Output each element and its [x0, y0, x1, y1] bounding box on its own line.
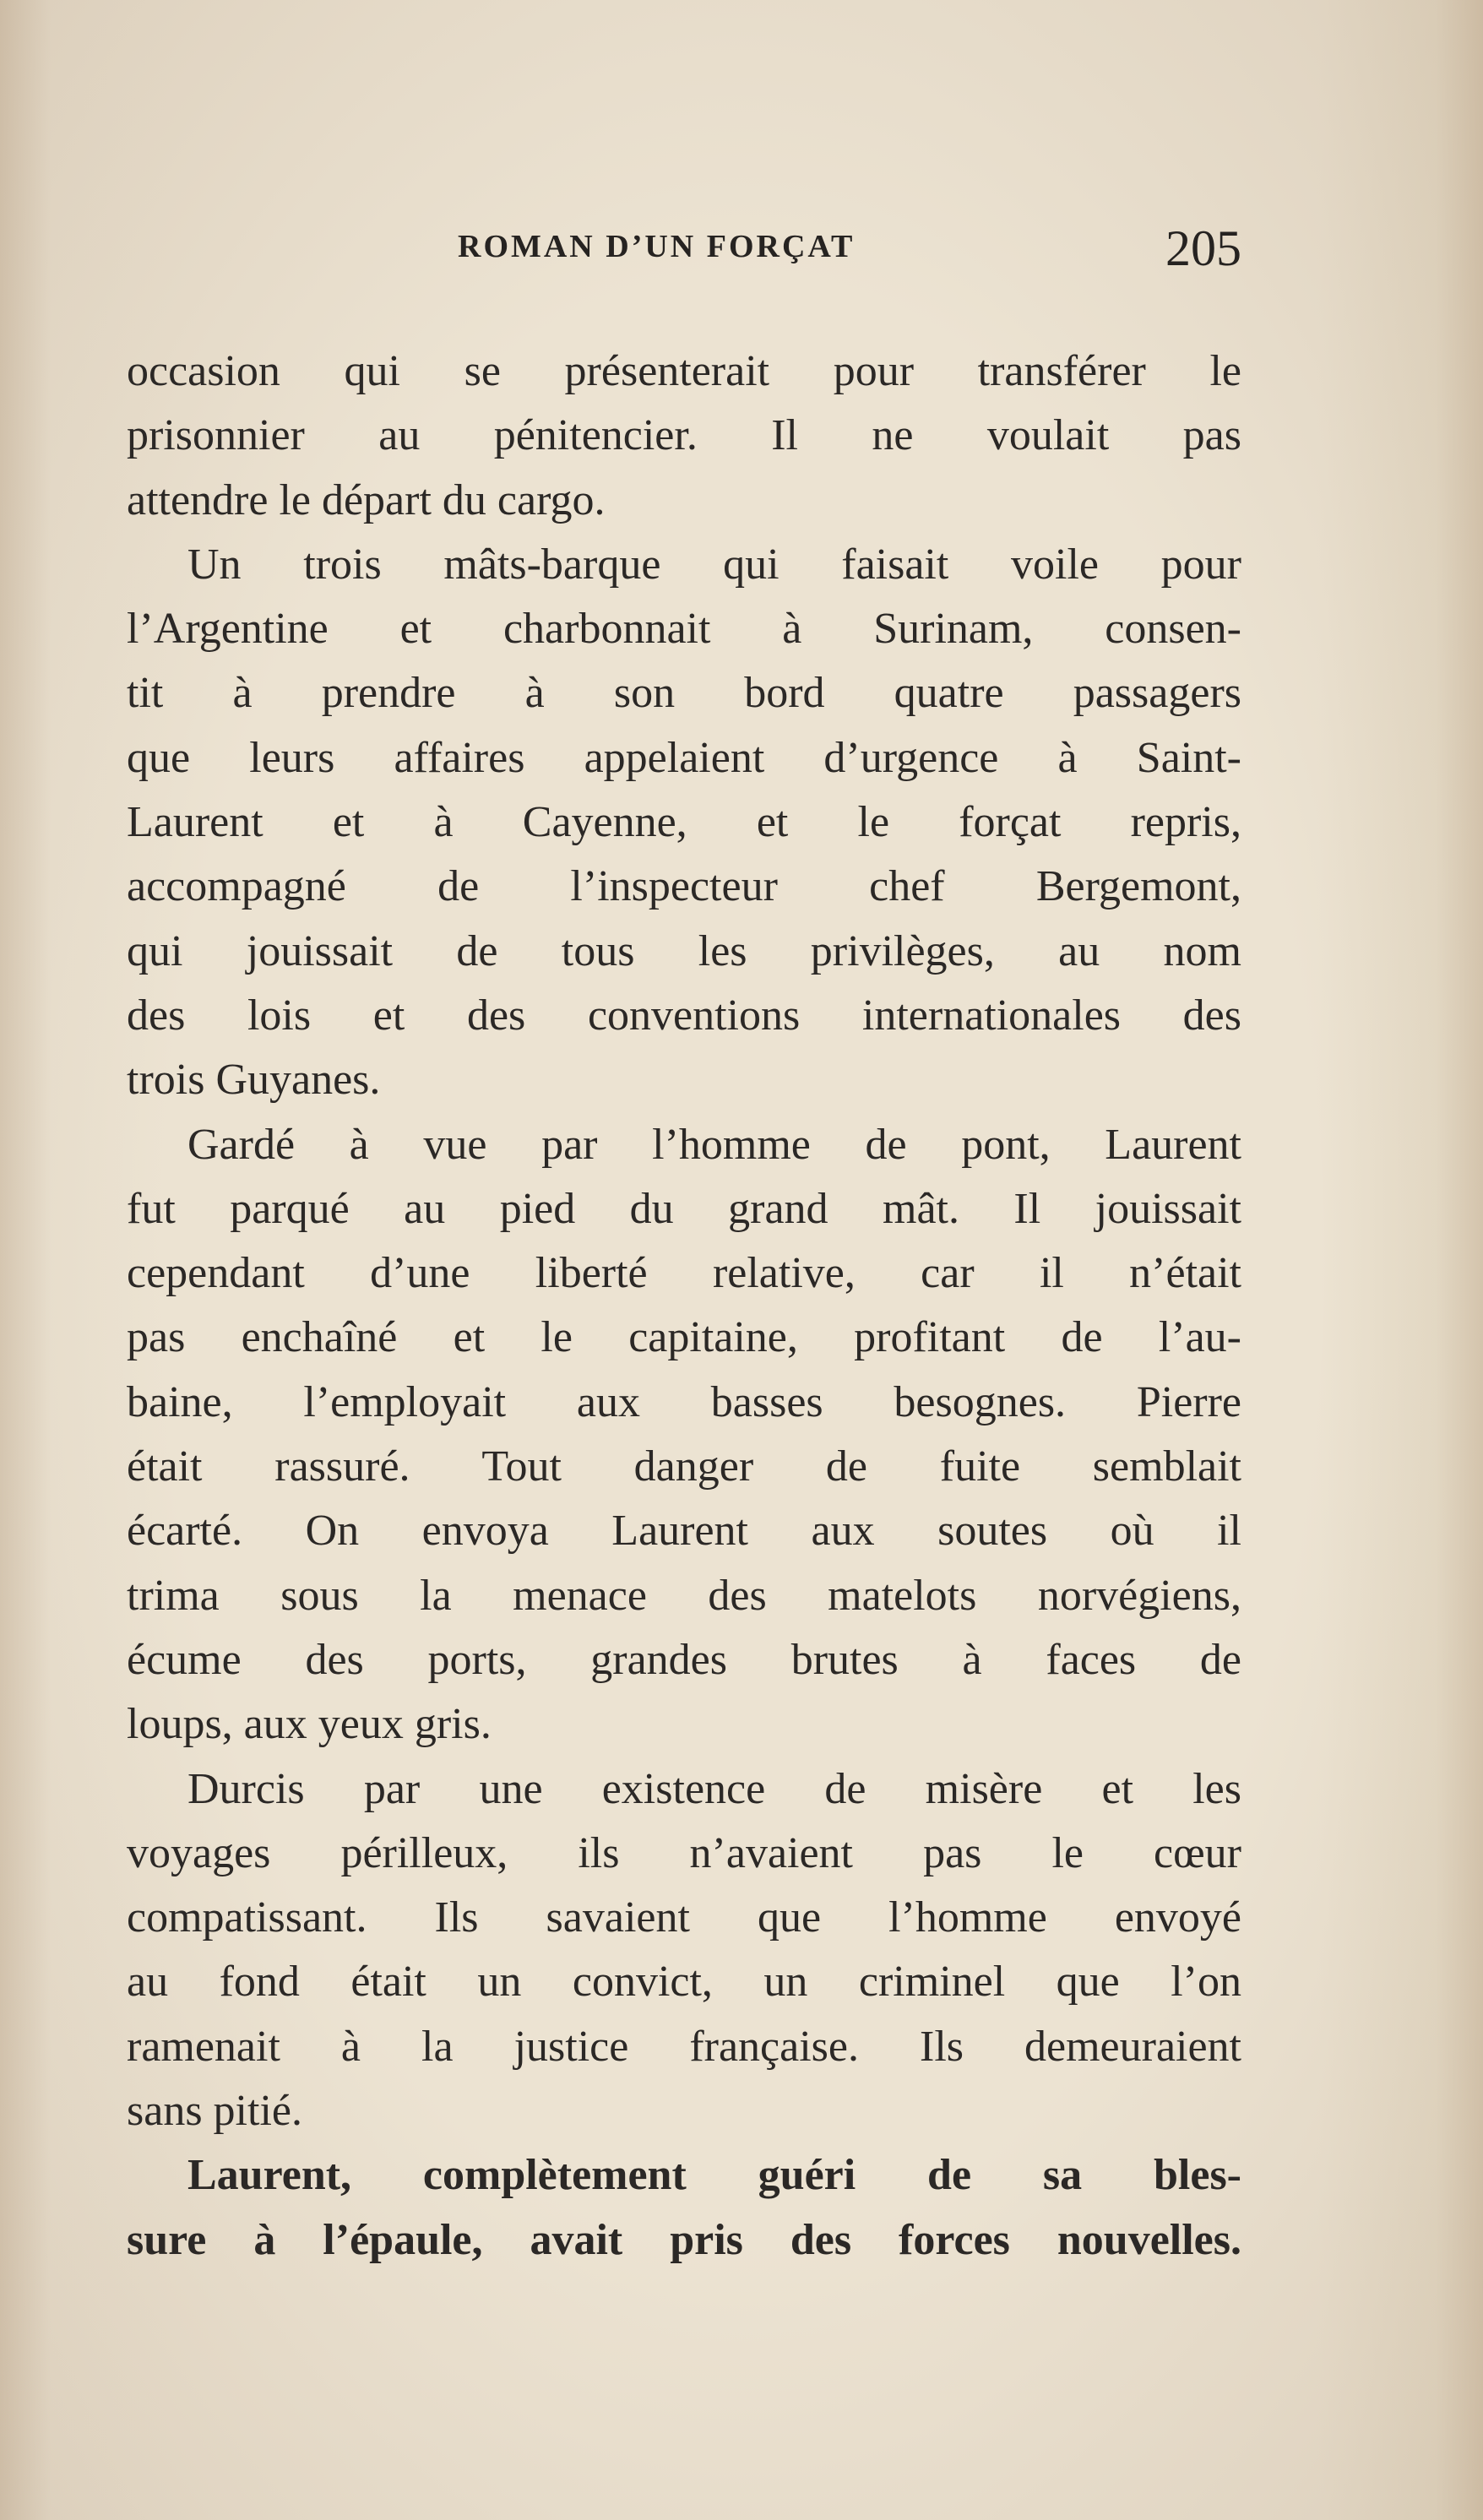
text-line: voyages périlleux, ils n’avaient pas le cœur: [127, 1828, 1241, 1877]
text-line: tit à prendre à son bord quatre passagers: [127, 669, 1241, 718]
text-line: attendre le départ du cargo.: [127, 475, 606, 524]
body-text: [127, 339, 1241, 2273]
text-line: sans pitié.: [127, 2087, 302, 2136]
text-line: était rassuré. Tout danger de fuite semblait: [127, 1442, 1241, 1491]
text-line: Un trois mâts-barque qui faisait voile pour: [187, 540, 1241, 589]
text-line: Laurent et à Cayenne, et le forçat repris,: [127, 798, 1241, 847]
running-title: ROMAN D’UN FORÇAT: [458, 229, 856, 264]
text-line: qui jouissait de tous les privilèges, au nom: [127, 926, 1241, 975]
text-line: Durcis par une existence de misère et les: [187, 1764, 1241, 1813]
text-line: l’Argentine et charbonnait à Surinam, consen-: [127, 605, 1241, 654]
text-line: que leurs affaires appelaient d’urgence à Saint-: [127, 733, 1241, 782]
page-number: 205: [1165, 220, 1241, 276]
text-line: trima sous la menace des matelots norvégiens,: [127, 1571, 1241, 1620]
text-line: Gardé à vue par l’homme de pont, Laurent: [187, 1120, 1241, 1169]
text-line: baine, l’employait aux basses besognes. Pierre: [127, 1377, 1241, 1426]
text-line: au fond était un convict, un criminel que l’on: [127, 1958, 1241, 2007]
text-line: écarté. On envoya Laurent aux soutes où il: [127, 1507, 1241, 1556]
text-line: prisonnier au pénitencier. Il ne voulait pas: [127, 411, 1241, 460]
text-line: Laurent, complètement guéri de sa bles-: [187, 2151, 1241, 2200]
text-line: loups, aux yeux gris.: [127, 1700, 492, 1749]
text-line: accompagné de l’inspecteur chef Bergemont,: [127, 862, 1241, 911]
text-line: ramenait à la justice française. Ils demeuraient: [127, 2022, 1241, 2071]
text-line: cependant d’une liberté relative, car il n’était: [127, 1249, 1241, 1298]
text-line: pas enchaîné et le capitaine, profitant de l’au-: [127, 1313, 1241, 1362]
text-line: des lois et des conventions internationales des: [127, 991, 1241, 1040]
text-line: fut parqué au pied du grand mât. Il jouissait: [127, 1184, 1241, 1233]
text-line: occasion qui se présenterait pour transférer le: [127, 347, 1241, 395]
running-head: [127, 220, 1241, 276]
text-line: trois Guyanes.: [127, 1056, 381, 1105]
text-line: écume des ports, grandes brutes à faces de: [127, 1635, 1241, 1684]
text-line: sure à l’épaule, avait pris des forces nouvelles.: [127, 2215, 1241, 2264]
text-line: compatissant. Ils savaient que l’homme envoyé: [127, 1893, 1241, 1942]
